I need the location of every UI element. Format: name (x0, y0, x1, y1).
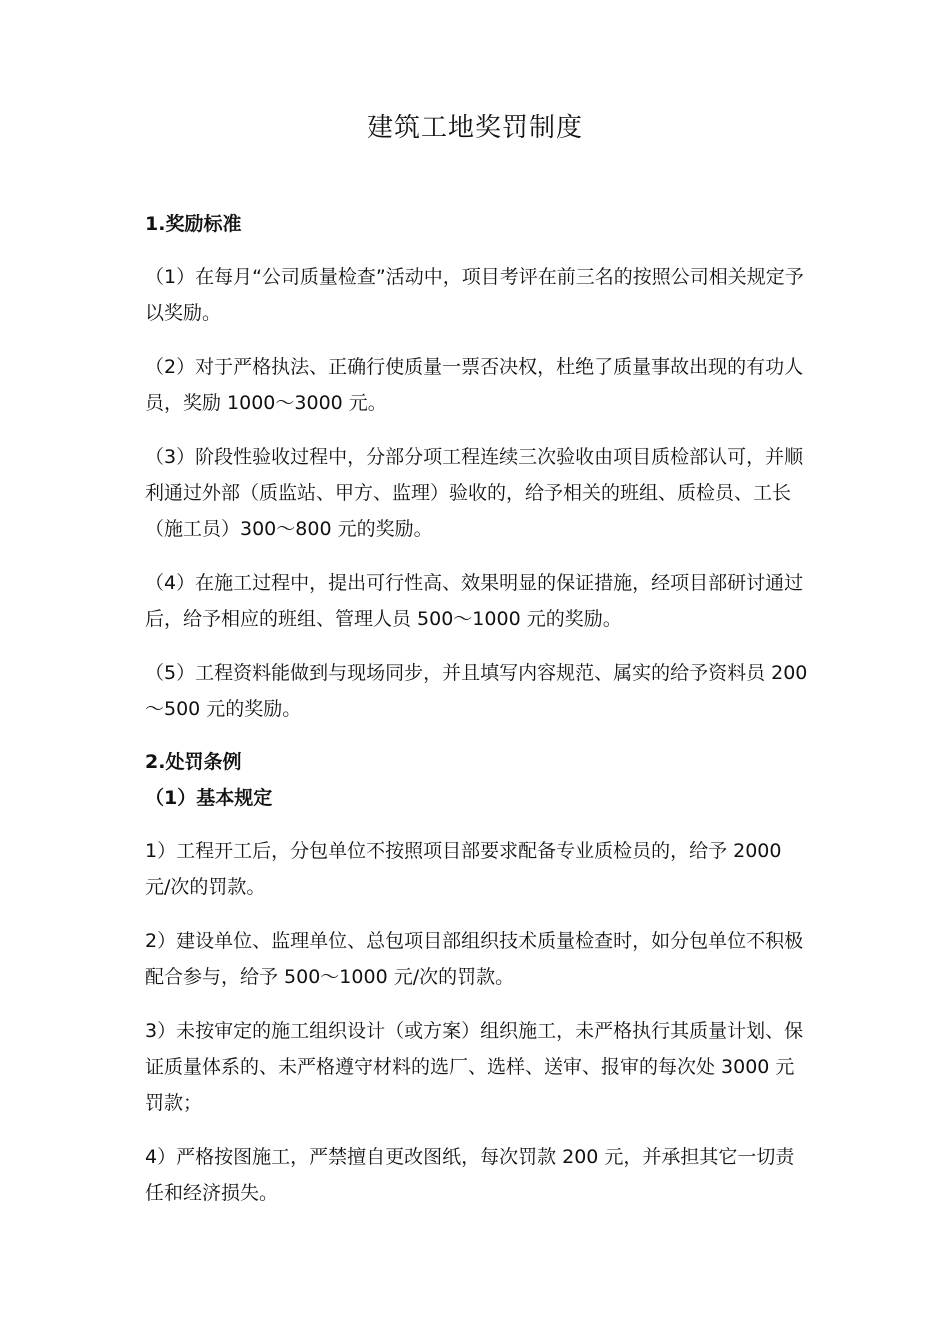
reward-item-3: （3）阶段性验收过程中，分部分项工程连续三次验收由项目质检部认可，并顺利通过外部（质监站、甲方、监理）验收的，给予相关的班组、质检员、工长（施工员）300～800 元的奖励。 (145, 446, 804, 540)
document-body (145, 207, 810, 1211)
subheading-basic-rules: （1）基本规定 (145, 787, 273, 809)
penalty-item-3: 3）未按审定的施工组织设计（或方案）组织施工，未严格执行其质量计划、保证质量体系的、未严格遵守材料的选厂、选样、送审、报审的每次处 3000 元罚款； (145, 1020, 804, 1114)
reward-item-1: （1）在每月“公司质量检查”活动中，项目考评在前三名的按照公司相关规定予以奖励。 (145, 266, 804, 324)
reward-item-2: （2）对于严格执法、正确行使质量一票否决权，杜绝了质量事故出现的有功人员，奖励 1000～3000 元。 (145, 356, 804, 414)
section-heading-rewards: 1.奖励标准 (145, 213, 242, 235)
reward-item-4: （4）在施工过程中，提出可行性高、效果明显的保证措施，经项目部研讨通过后，给予相应的班组、管理人员 500～1000 元的奖励。 (145, 572, 804, 630)
penalty-item-2: 2）建设单位、监理单位、总包项目部组织技术质量检查时，如分包单位不积极配合参与，给予 500～1000 元/次的罚款。 (145, 930, 804, 988)
penalty-item-1: 1）工程开工后，分包单位不按照项目部要求配备专业质检员的，给予 2000 元/次的罚款。 (145, 840, 782, 898)
section-heading-penalties: 2.处罚条例 (145, 751, 242, 773)
penalty-item-4: 4）严格按图施工，严禁擅自更改图纸，每次罚款 200 元，并承担其它一切责任和经济损失。 (145, 1146, 795, 1204)
document-title: 建筑工地奖罚制度 (366, 113, 583, 143)
reward-item-5: （5）工程资料能做到与现场同步，并且填写内容规范、属实的给予资料员 200～500 元的奖励。 (145, 662, 808, 720)
